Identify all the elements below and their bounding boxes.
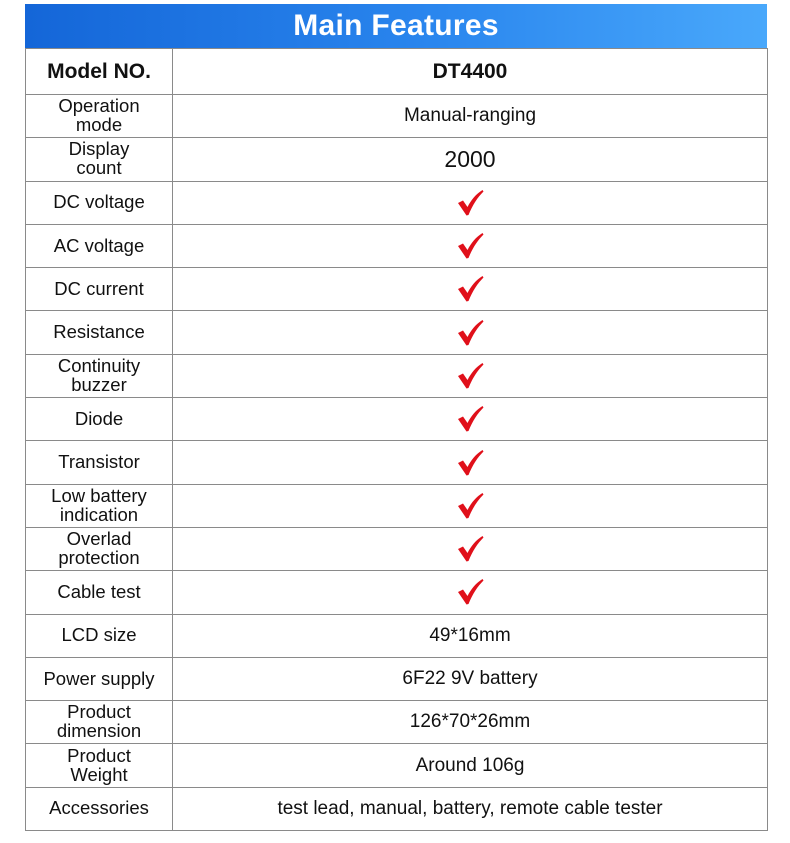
row-value: Around 106g	[415, 754, 525, 776]
table-row	[26, 657, 768, 700]
header-value: DT4400	[432, 59, 508, 83]
row-label-cell	[26, 527, 173, 570]
row-value-cell	[173, 571, 768, 614]
row-value: 2000	[444, 145, 496, 172]
row-label: Diode	[74, 407, 124, 429]
row-label-cell	[26, 657, 173, 700]
header-label-cell	[26, 49, 173, 95]
row-label: Transistor	[58, 451, 140, 473]
row-label-cell	[26, 441, 173, 484]
row-value-cell	[173, 268, 768, 311]
row-value-cell	[173, 701, 768, 744]
checkmark-icon	[455, 448, 485, 478]
row-label: Resistance	[53, 321, 145, 343]
row-label: Power supply	[43, 667, 155, 689]
row-label-cell	[26, 138, 173, 181]
checkmark-icon	[455, 577, 485, 607]
row-value-cell	[173, 138, 768, 181]
row-label-cell	[26, 268, 173, 311]
row-value: test lead, manual, battery, remote cable tester	[277, 797, 663, 819]
row-value: 49*16mm	[429, 624, 511, 646]
row-label: Low battery indication	[51, 484, 147, 525]
checkmark-icon	[455, 361, 485, 391]
row-label: Operation mode	[58, 95, 140, 136]
header-value-cell	[173, 49, 768, 95]
row-label: DC voltage	[53, 191, 145, 213]
row-value-cell	[173, 95, 768, 138]
row-label-cell	[26, 744, 173, 787]
row-label-cell	[26, 181, 173, 224]
row-label: Overlad protection	[58, 528, 140, 569]
table-row	[26, 354, 768, 397]
table-row	[26, 744, 768, 787]
checkmark-icon	[455, 404, 485, 434]
row-label-cell	[26, 95, 173, 138]
row-label-cell	[26, 311, 173, 354]
table-row	[26, 268, 768, 311]
row-value-cell	[173, 787, 768, 830]
row-label: Cable test	[57, 580, 141, 602]
row-value-cell	[173, 311, 768, 354]
table-row	[26, 441, 768, 484]
row-value-cell	[173, 354, 768, 397]
row-value-cell	[173, 398, 768, 441]
row-label-cell	[26, 571, 173, 614]
checkmark-icon	[455, 274, 485, 304]
row-value-cell	[173, 181, 768, 224]
table-row	[26, 484, 768, 527]
row-label-cell	[26, 398, 173, 441]
table-row	[26, 138, 768, 181]
row-label: Accessories	[49, 797, 149, 819]
checkmark-icon	[455, 534, 485, 564]
row-value: 6F22 9V battery	[402, 668, 538, 689]
row-label: Display count	[68, 138, 130, 179]
table-row	[26, 701, 768, 744]
checkmark-icon	[455, 188, 485, 218]
table-row	[26, 95, 768, 138]
row-label: LCD size	[61, 624, 137, 646]
row-value-cell	[173, 614, 768, 657]
table-row	[26, 311, 768, 354]
table-row	[26, 224, 768, 267]
row-value: Manual-ranging	[403, 105, 537, 127]
table-row	[26, 614, 768, 657]
table-row	[26, 787, 768, 830]
row-label: DC current	[54, 277, 144, 299]
checkmark-icon	[455, 231, 485, 261]
row-value-cell	[173, 484, 768, 527]
row-label-cell	[26, 787, 173, 830]
row-label: Product dimension	[56, 701, 142, 742]
table-row	[26, 571, 768, 614]
row-label: AC voltage	[53, 234, 145, 256]
row-value-cell	[173, 657, 768, 700]
row-label-cell	[26, 354, 173, 397]
features-table	[25, 48, 768, 831]
row-value: 126*70*26mm	[409, 711, 531, 733]
table-header-row	[26, 49, 768, 95]
page-title: Main Features	[25, 4, 767, 48]
table-row	[26, 398, 768, 441]
row-label-cell	[26, 701, 173, 744]
row-value-cell	[173, 441, 768, 484]
row-value-cell	[173, 527, 768, 570]
row-label-cell	[26, 484, 173, 527]
table-row	[26, 527, 768, 570]
row-label: Continuity buzzer	[57, 354, 141, 395]
header-label: Model NO.	[47, 59, 151, 83]
table-row	[26, 181, 768, 224]
checkmark-icon	[455, 491, 485, 521]
row-value-cell	[173, 744, 768, 787]
row-label-cell	[26, 224, 173, 267]
row-value-cell	[173, 224, 768, 267]
row-label-cell	[26, 614, 173, 657]
row-label: Product Weight	[67, 744, 131, 785]
checkmark-icon	[455, 318, 485, 348]
